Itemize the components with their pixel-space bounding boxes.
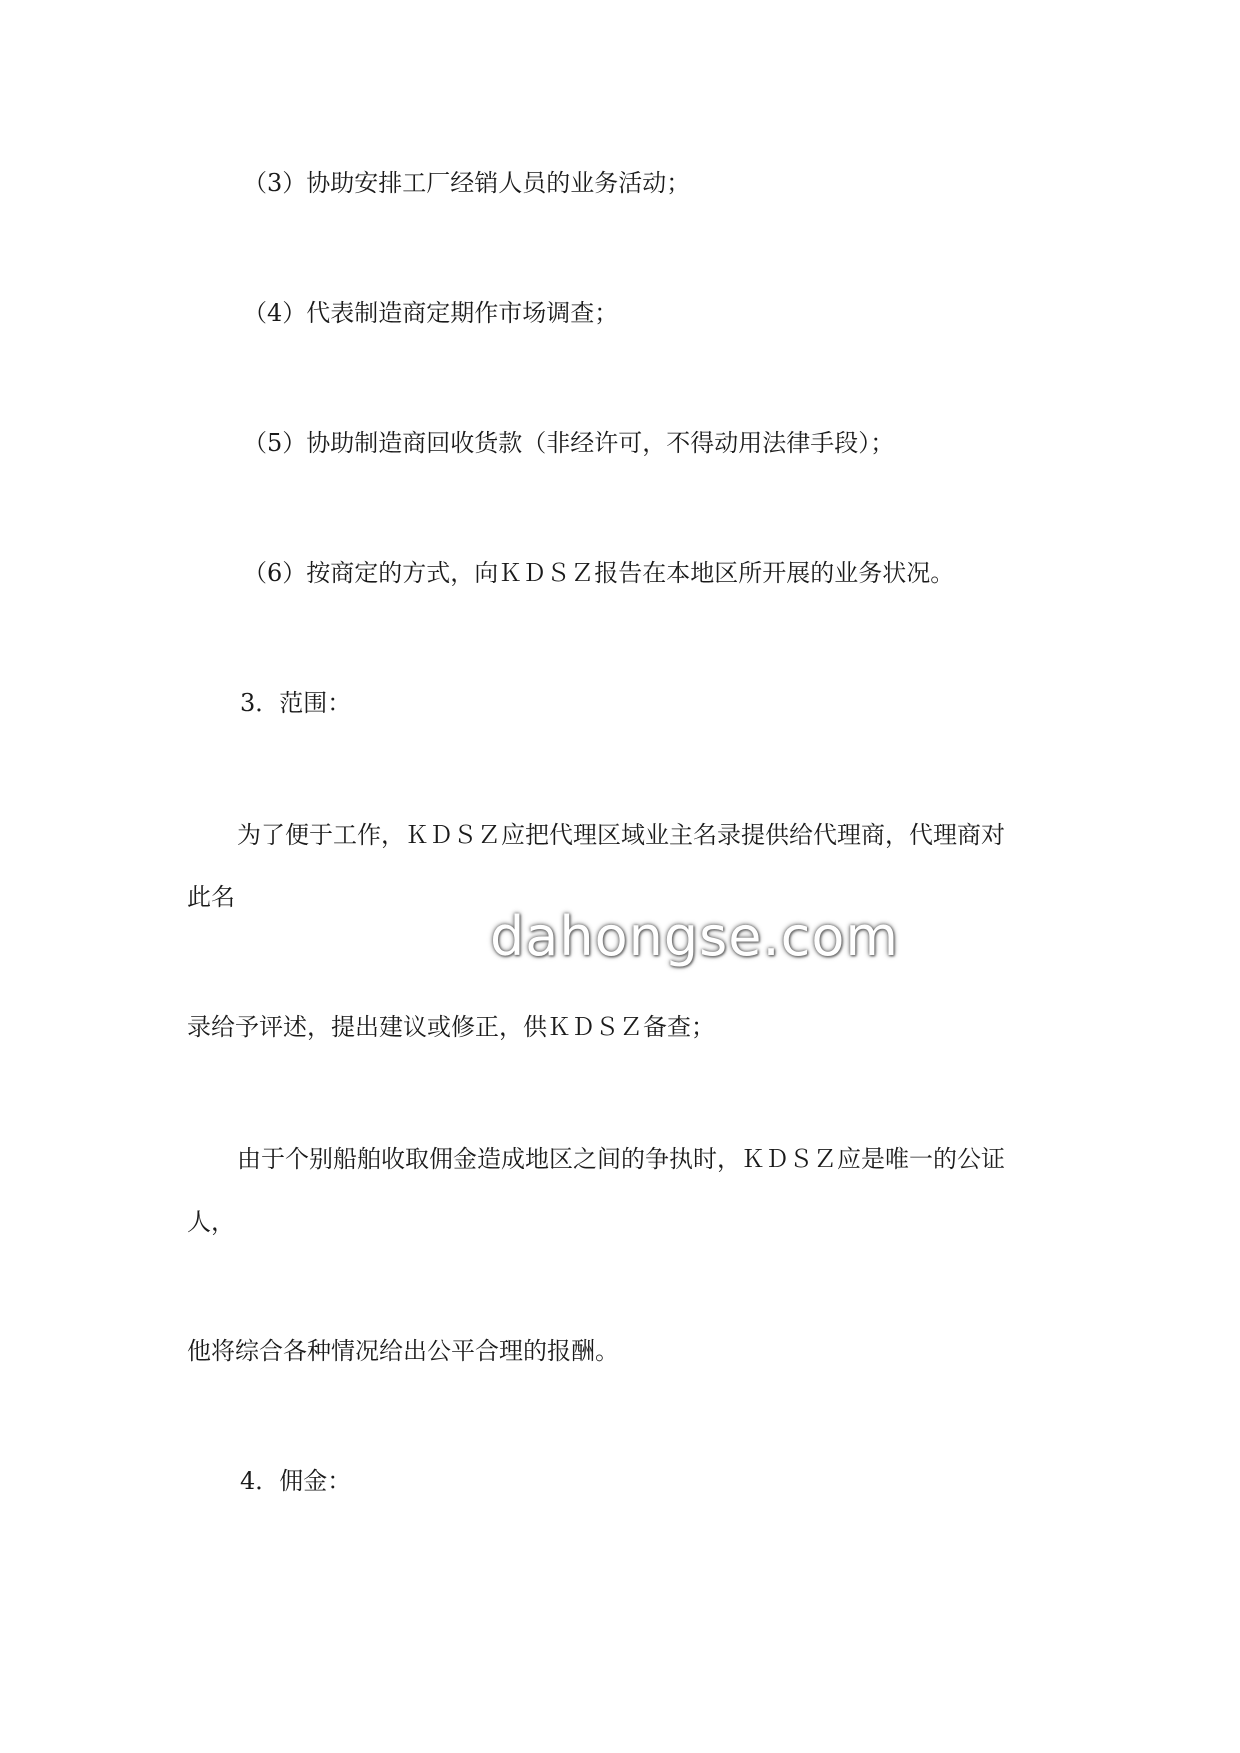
paragraph-dispute-line-2: 人， xyxy=(187,1208,235,1236)
paragraph-item-3: （3）协助安排工厂经销人员的业务活动； xyxy=(243,169,691,197)
section-heading-scope: 3．范围： xyxy=(240,689,352,717)
paragraph-scope-line-3: 录给予评述，提出建议或修正，供ＫＤＳＺ备查； xyxy=(187,1013,715,1041)
watermark-text: dahongse.com xyxy=(490,905,899,968)
section-heading-commission: 4．佣金： xyxy=(240,1467,352,1495)
paragraph-item-5: （5）协助制造商回收货款（非经许可，不得动用法律手段）； xyxy=(243,429,895,457)
paragraph-dispute-line-3: 他将综合各种情况给出公平合理的报酬。 xyxy=(187,1337,619,1365)
paragraph-scope-line-2: 此名 xyxy=(187,883,235,911)
paragraph-dispute-line-1: 由于个别船舶收取佣金造成地区之间的争执时，ＫＤＳＺ应是唯一的公证 xyxy=(237,1145,1005,1173)
paragraph-scope-line-1: 为了便于工作，ＫＤＳＺ应把代理区域业主名录提供给代理商，代理商对 xyxy=(237,821,1005,849)
paragraph-item-6: （6）按商定的方式，向ＫＤＳＺ报告在本地区所开展的业务状况。 xyxy=(243,559,955,587)
paragraph-item-4: （4）代表制造商定期作市场调查； xyxy=(243,299,619,327)
